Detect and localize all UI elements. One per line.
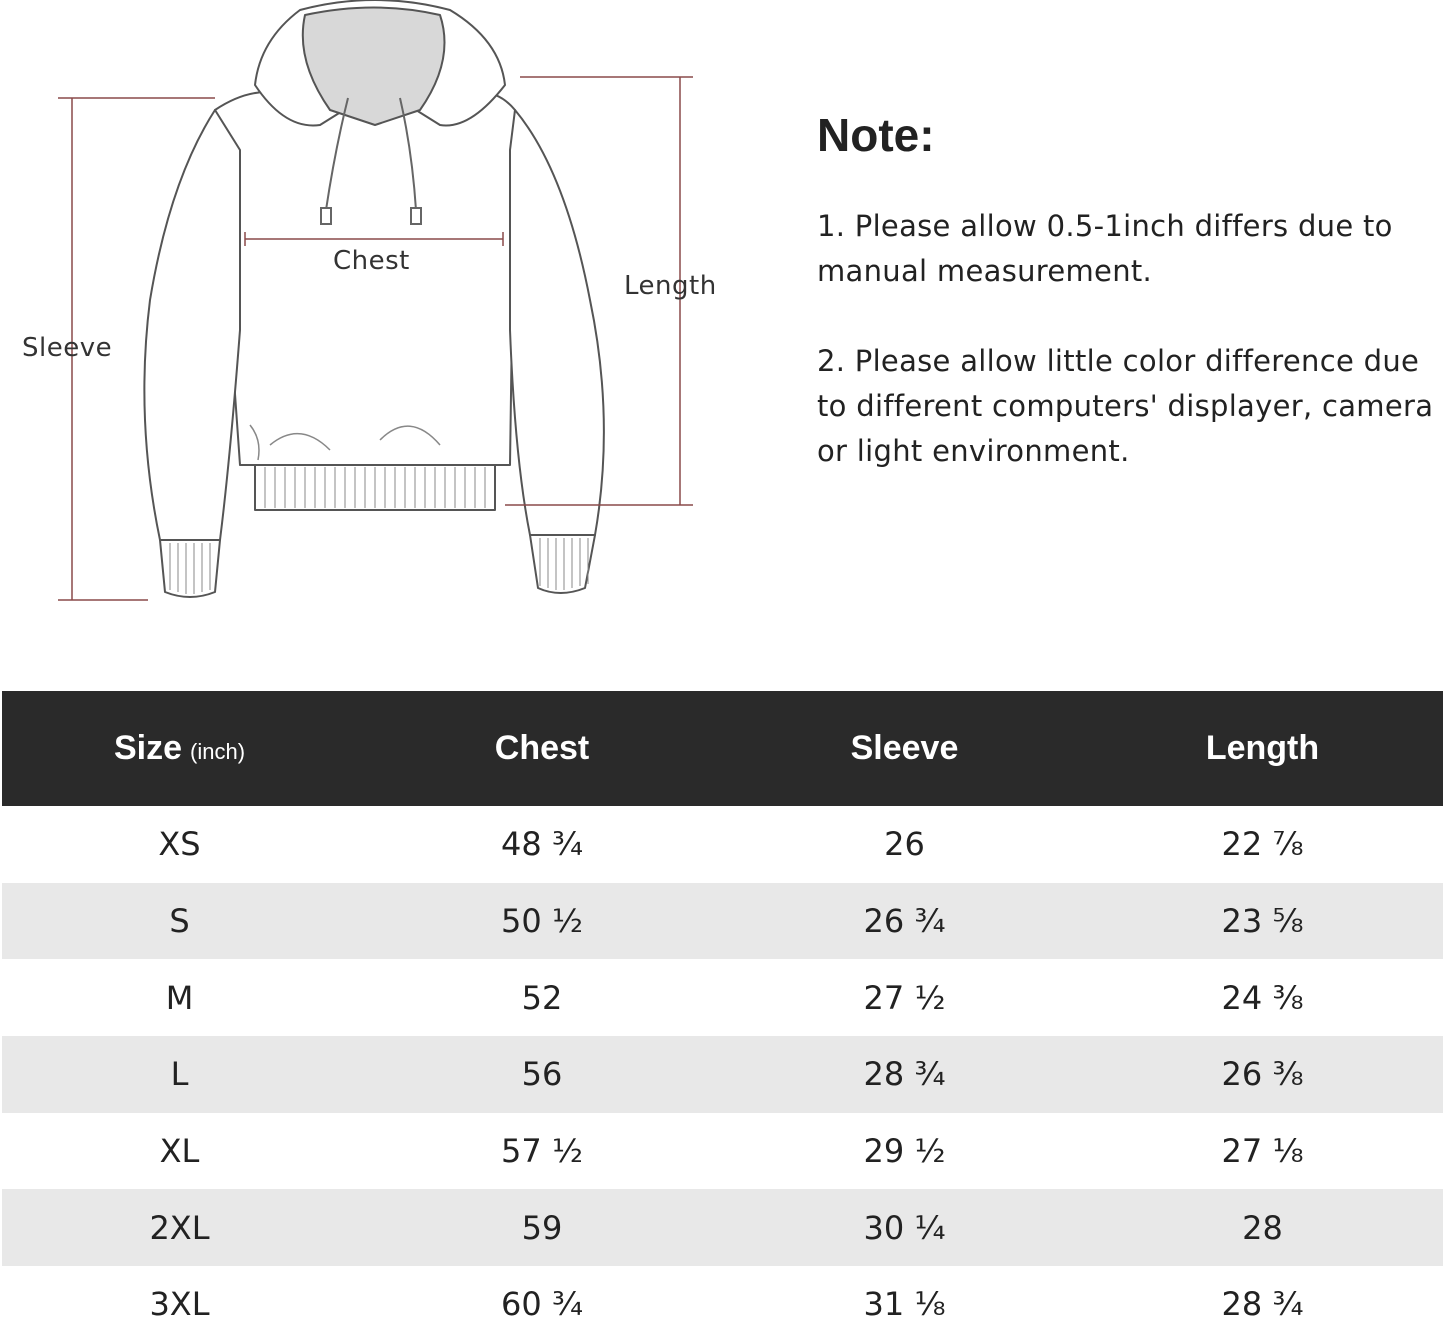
cell-size: 2XL bbox=[2, 1189, 357, 1266]
cell-chest: 57 ½ bbox=[501, 1132, 583, 1171]
cell-length: 26 ⅜ bbox=[1082, 1036, 1443, 1113]
size-chart-table bbox=[2, 691, 1443, 1343]
cell-size: S bbox=[2, 883, 357, 960]
note-section bbox=[817, 108, 1437, 519]
table-row bbox=[2, 959, 1443, 1036]
cell-length: 28 ¾ bbox=[1221, 1285, 1304, 1324]
cell-length: 22 ⅞ bbox=[1221, 825, 1304, 864]
hoodie-diagram bbox=[0, 0, 760, 640]
chest-label: Chest bbox=[333, 246, 410, 276]
cell-sleeve: 29 ½ bbox=[863, 1132, 946, 1171]
table-row bbox=[2, 1189, 1443, 1266]
table-row bbox=[2, 883, 1443, 960]
table-row bbox=[2, 1036, 1443, 1113]
header-size-unit: (inch) bbox=[190, 739, 246, 764]
hoodie-left-sleeve bbox=[144, 110, 240, 540]
cell-length: 27 ⅛ bbox=[1221, 1132, 1304, 1171]
header-size-label: Size bbox=[113, 729, 183, 767]
cell-length: 23 ⅝ bbox=[1082, 883, 1443, 960]
cell-sleeve: 31 ⅛ bbox=[863, 1285, 946, 1324]
hoodie-left-cuff bbox=[160, 540, 220, 597]
cell-chest: 48 ¾ bbox=[501, 825, 583, 864]
note-item-2: 2. Please allow little color difference due to different computers' displayer, camera or light environment. bbox=[817, 344, 1434, 468]
cell-size: XL bbox=[159, 1132, 200, 1171]
cell-chest: 60 ¾ bbox=[501, 1285, 583, 1324]
header-sleeve: Sleeve bbox=[727, 691, 1082, 806]
cell-sleeve: 26 ¾ bbox=[727, 883, 1082, 960]
cell-size: M bbox=[165, 978, 194, 1017]
cell-sleeve: 27 ½ bbox=[863, 978, 946, 1017]
hoodie-illustration bbox=[0, 0, 760, 640]
table-header-row bbox=[2, 691, 1443, 806]
table-row bbox=[2, 1266, 1443, 1343]
cell-size: XS bbox=[158, 825, 201, 864]
header-size bbox=[2, 691, 357, 806]
cell-chest: 52 bbox=[521, 978, 563, 1017]
cell-length: 24 ⅜ bbox=[1221, 978, 1304, 1017]
table-row bbox=[2, 806, 1443, 883]
header-chest: Chest bbox=[357, 691, 727, 806]
cell-chest: 56 bbox=[357, 1036, 727, 1113]
cell-sleeve: 30 ¼ bbox=[727, 1189, 1082, 1266]
hoodie-right-sleeve bbox=[510, 110, 604, 535]
sleeve-label: Sleeve bbox=[22, 333, 113, 363]
cell-size: L bbox=[2, 1036, 357, 1113]
length-label: Length bbox=[624, 271, 717, 301]
cell-chest: 59 bbox=[357, 1189, 727, 1266]
note-title: Note: bbox=[817, 109, 935, 161]
note-item-1: 1. Please allow 0.5-1inch differs due to manual measurement. bbox=[817, 209, 1393, 288]
table-row bbox=[2, 1113, 1443, 1190]
cell-chest: 50 ½ bbox=[357, 883, 727, 960]
cell-size: 3XL bbox=[149, 1285, 210, 1324]
hoodie-body bbox=[215, 92, 515, 465]
cell-length: 28 bbox=[1082, 1189, 1443, 1266]
cell-sleeve: 28 ¾ bbox=[727, 1036, 1082, 1113]
header-length: Length bbox=[1082, 691, 1443, 806]
cell-sleeve: 26 bbox=[884, 825, 925, 864]
